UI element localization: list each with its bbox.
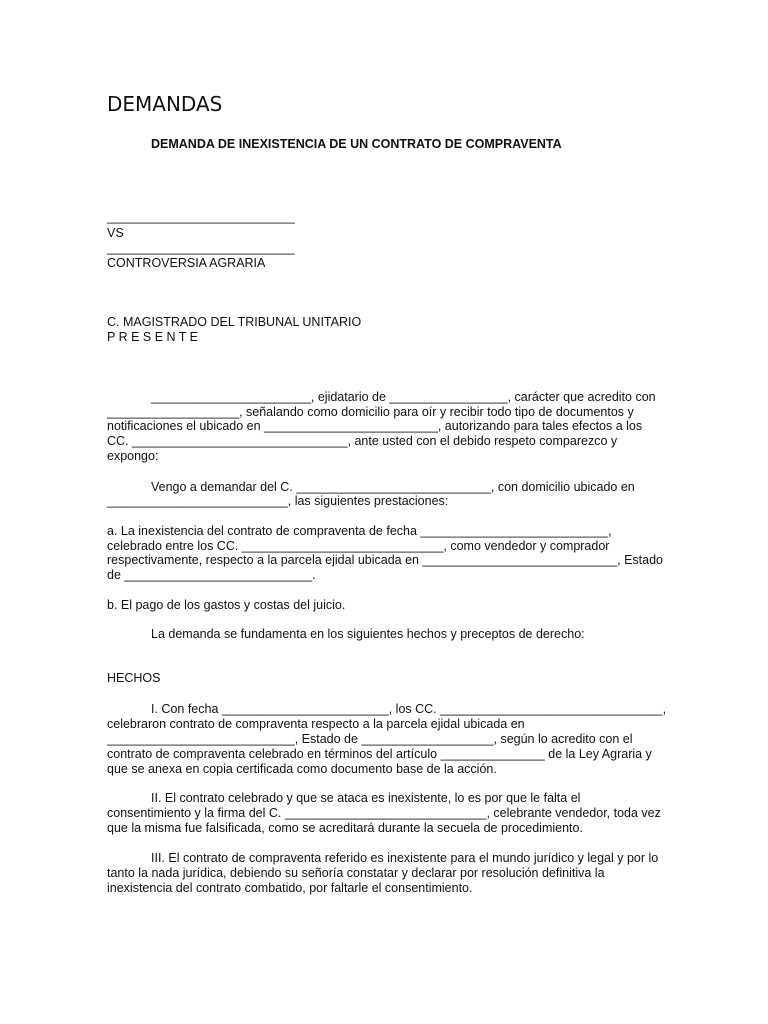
addressee: C. MAGISTRADO DEL TRIBUNAL UNITARIO — [107, 315, 362, 329]
facts-heading: HECHOS — [107, 671, 161, 685]
intro-line: _______________________, ejidatario de _________________, carácter que acredito con — [151, 390, 656, 404]
fact-2-line: que la misma fue falsificada, como se acreditará durante la secuela de procedimiento. — [107, 821, 583, 835]
plaintiff-blank-line: ___________________________ — [107, 210, 295, 224]
fact-1-line: que se anexa en copia certificada como documento base de la acción. — [107, 762, 497, 776]
fact-3-line: tanto la nada jurídica, debiendo su señoría constatar y declarar por resolución definitiva la — [107, 866, 605, 880]
demand-line: Vengo a demandar del C. ____________________________, con domicilio ubicado en — [151, 480, 635, 494]
defendant-blank-line: ___________________________ — [107, 241, 295, 255]
fact-3-line: inexistencia del contrato combatido, por faltarle el consentimiento. — [107, 881, 473, 895]
item-a-line: celebrado entre los CC. _____________________________, como vendedor y comprador — [107, 539, 610, 553]
fact-1-line: celebraron contrato de compraventa respecto a la parcela ejidal ubicada en — [107, 717, 525, 731]
demand-line: __________________________, las siguientes prestaciones: — [107, 494, 449, 508]
foundation-line: La demanda se fundamenta en los siguientes hechos y preceptos de derecho: — [151, 627, 585, 641]
intro-line: expongo: — [107, 449, 159, 463]
fact-2-line: consentimiento y la firma del C. _____________________________, celebrante vendedor, toda vez — [107, 806, 661, 820]
fact-1-line: contrato de compraventa celebrado en términos del artículo _______________ de la Ley Agraria y — [107, 747, 652, 761]
item-a-line: respectivamente, respecto a la parcela ejidal ubicada en ____________________________, Estado — [107, 553, 663, 567]
page-heading: DEMANDAS — [107, 92, 223, 116]
versus-label: VS — [107, 226, 124, 240]
presente-label: P R E S E N T E — [107, 330, 199, 344]
intro-line: CC. _______________________________, ante usted con el debido respeto comparezco y — [107, 434, 618, 448]
document-title: DEMANDA DE INEXISTENCIA DE UN CONTRATO DE COMPRAVENTA — [151, 137, 562, 151]
intro-line: ___________________, señalando como domicilio para oír y recibir todo tipo de documentos y — [107, 405, 634, 419]
fact-1-line: I. Con fecha ________________________, los CC. ________________________________, — [151, 702, 667, 716]
intro-line: notificaciones el ubicado en _________________________, autorizando para tales efectos a los — [107, 419, 643, 433]
item-a-line: de ___________________________. — [107, 568, 316, 582]
fact-1-line: ___________________________, Estado de ___________________, según lo acredito con el — [107, 732, 633, 746]
fact-3-line: III. El contrato de compraventa referido es inexistente para el mundo jurídico y legal y por lo — [151, 851, 659, 865]
fact-2-line: II. El contrato celebrado y que se ataca es inexistente, lo es por que le falta el — [151, 791, 581, 805]
controversy-label: CONTROVERSIA AGRARIA — [107, 256, 266, 270]
item-b-line: b. El pago de los gastos y costas del juicio. — [107, 598, 346, 612]
item-a-line: a. La inexistencia del contrato de compraventa de fecha ___________________________, — [107, 524, 612, 538]
